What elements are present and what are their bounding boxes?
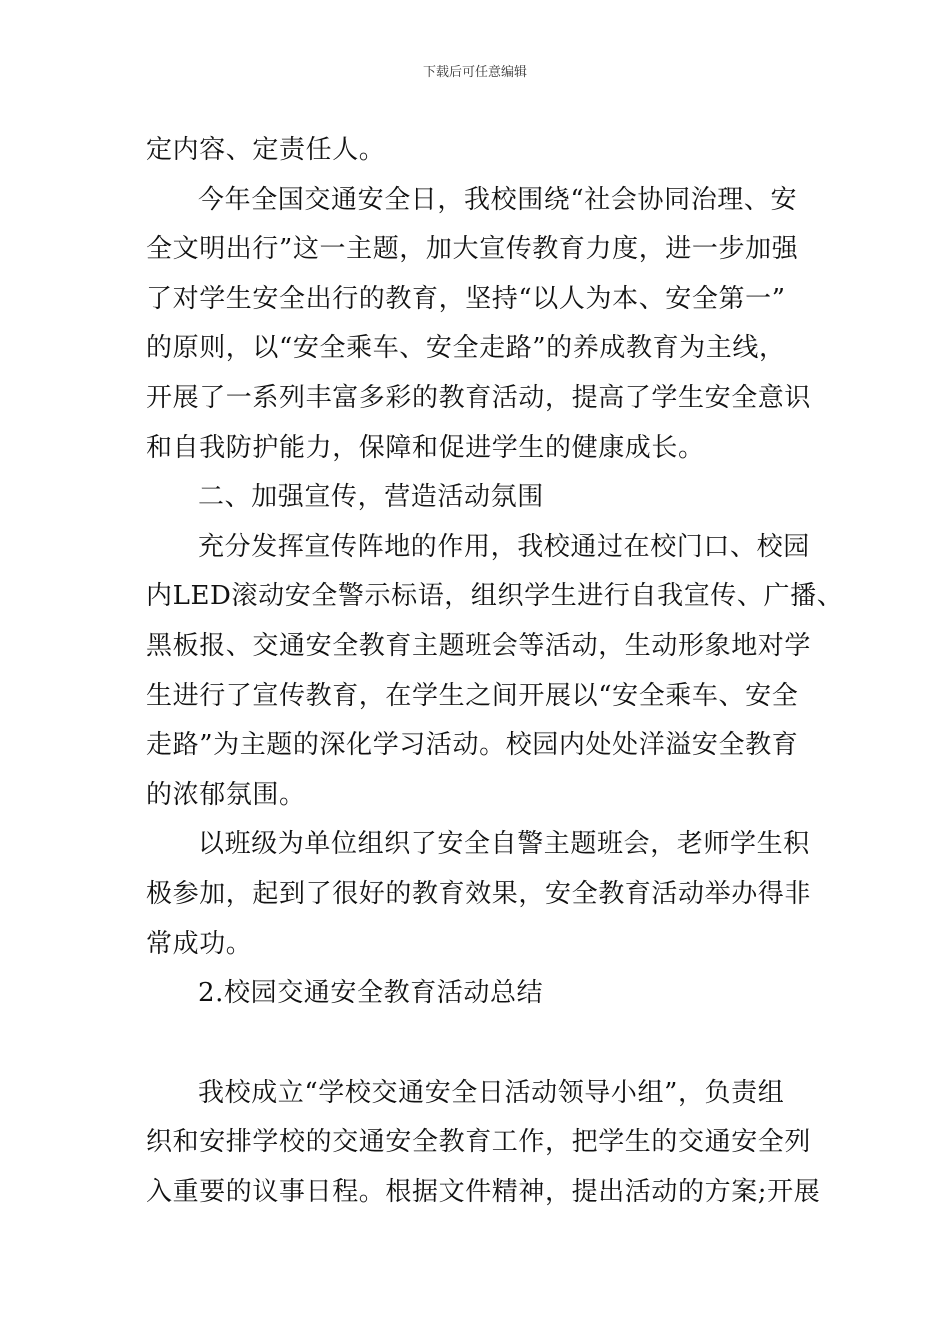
text-line: 开展了一系列丰富多彩的教育活动，提高了学生安全意识 — [146, 382, 812, 413]
page-header: 下载后可任意编辑 — [422, 65, 527, 80]
text-line: 入重要的议事日程。根据文件精神，提出活动的方案;开展 — [146, 1176, 821, 1207]
text-line: 以班级为单位组织了安全自警主题班会，老师学生积 — [198, 829, 810, 860]
text-line: 常成功。 — [146, 928, 253, 959]
text-line: 充分发挥宣传阵地的作用，我校通过在校门口、校园 — [198, 531, 810, 562]
section-heading: 2.校园交通安全教育活动总结 — [198, 978, 544, 1009]
text-line: 定内容、定责任人。 — [146, 135, 386, 165]
text-line: 了对学生安全出行的教育，坚持“以人为本、安全第一” — [146, 283, 786, 314]
paragraph-gap — [146, 1021, 808, 1071]
text-line: 的浓郁氛围。 — [146, 779, 306, 810]
text-line: 的原则，以“安全乘车、安全走路”的养成教育为主线， — [146, 333, 786, 364]
section-heading: 二、加强宣传，营造活动氛围 — [198, 482, 544, 513]
text-line: 今年全国交通安全日，我校围绕“社会协同治理、安 — [198, 184, 798, 215]
text-line: 走路”为主题的深化学习活动。校园内处处洋溢安全教育 — [146, 730, 799, 761]
document-body — [146, 128, 844, 1219]
text-line: 织和安排学校的交通安全教育工作，把学生的交通安全列 — [146, 1127, 812, 1158]
text-line: 全文明出行”这一主题，加大宣传教育力度，进一步加强 — [146, 234, 799, 265]
text-line: 生进行了宣传教育，在学生之间开展以“安全乘车、安全 — [146, 680, 799, 711]
text-line: 内LED滚动安全警示标语，组织学生进行自我宣传、广播、 — [146, 581, 844, 612]
text-line: 我校成立“学校交通安全日活动领导小组”，负责组 — [198, 1077, 785, 1108]
text-line: 极参加，起到了很好的教育效果，安全教育活动举办得非 — [146, 878, 812, 909]
text-line: 黑板报、交通安全教育主题班会等活动，生动形象地对学 — [146, 630, 812, 661]
text-line: 和自我防护能力，保障和促进学生的健康成长。 — [146, 432, 705, 463]
